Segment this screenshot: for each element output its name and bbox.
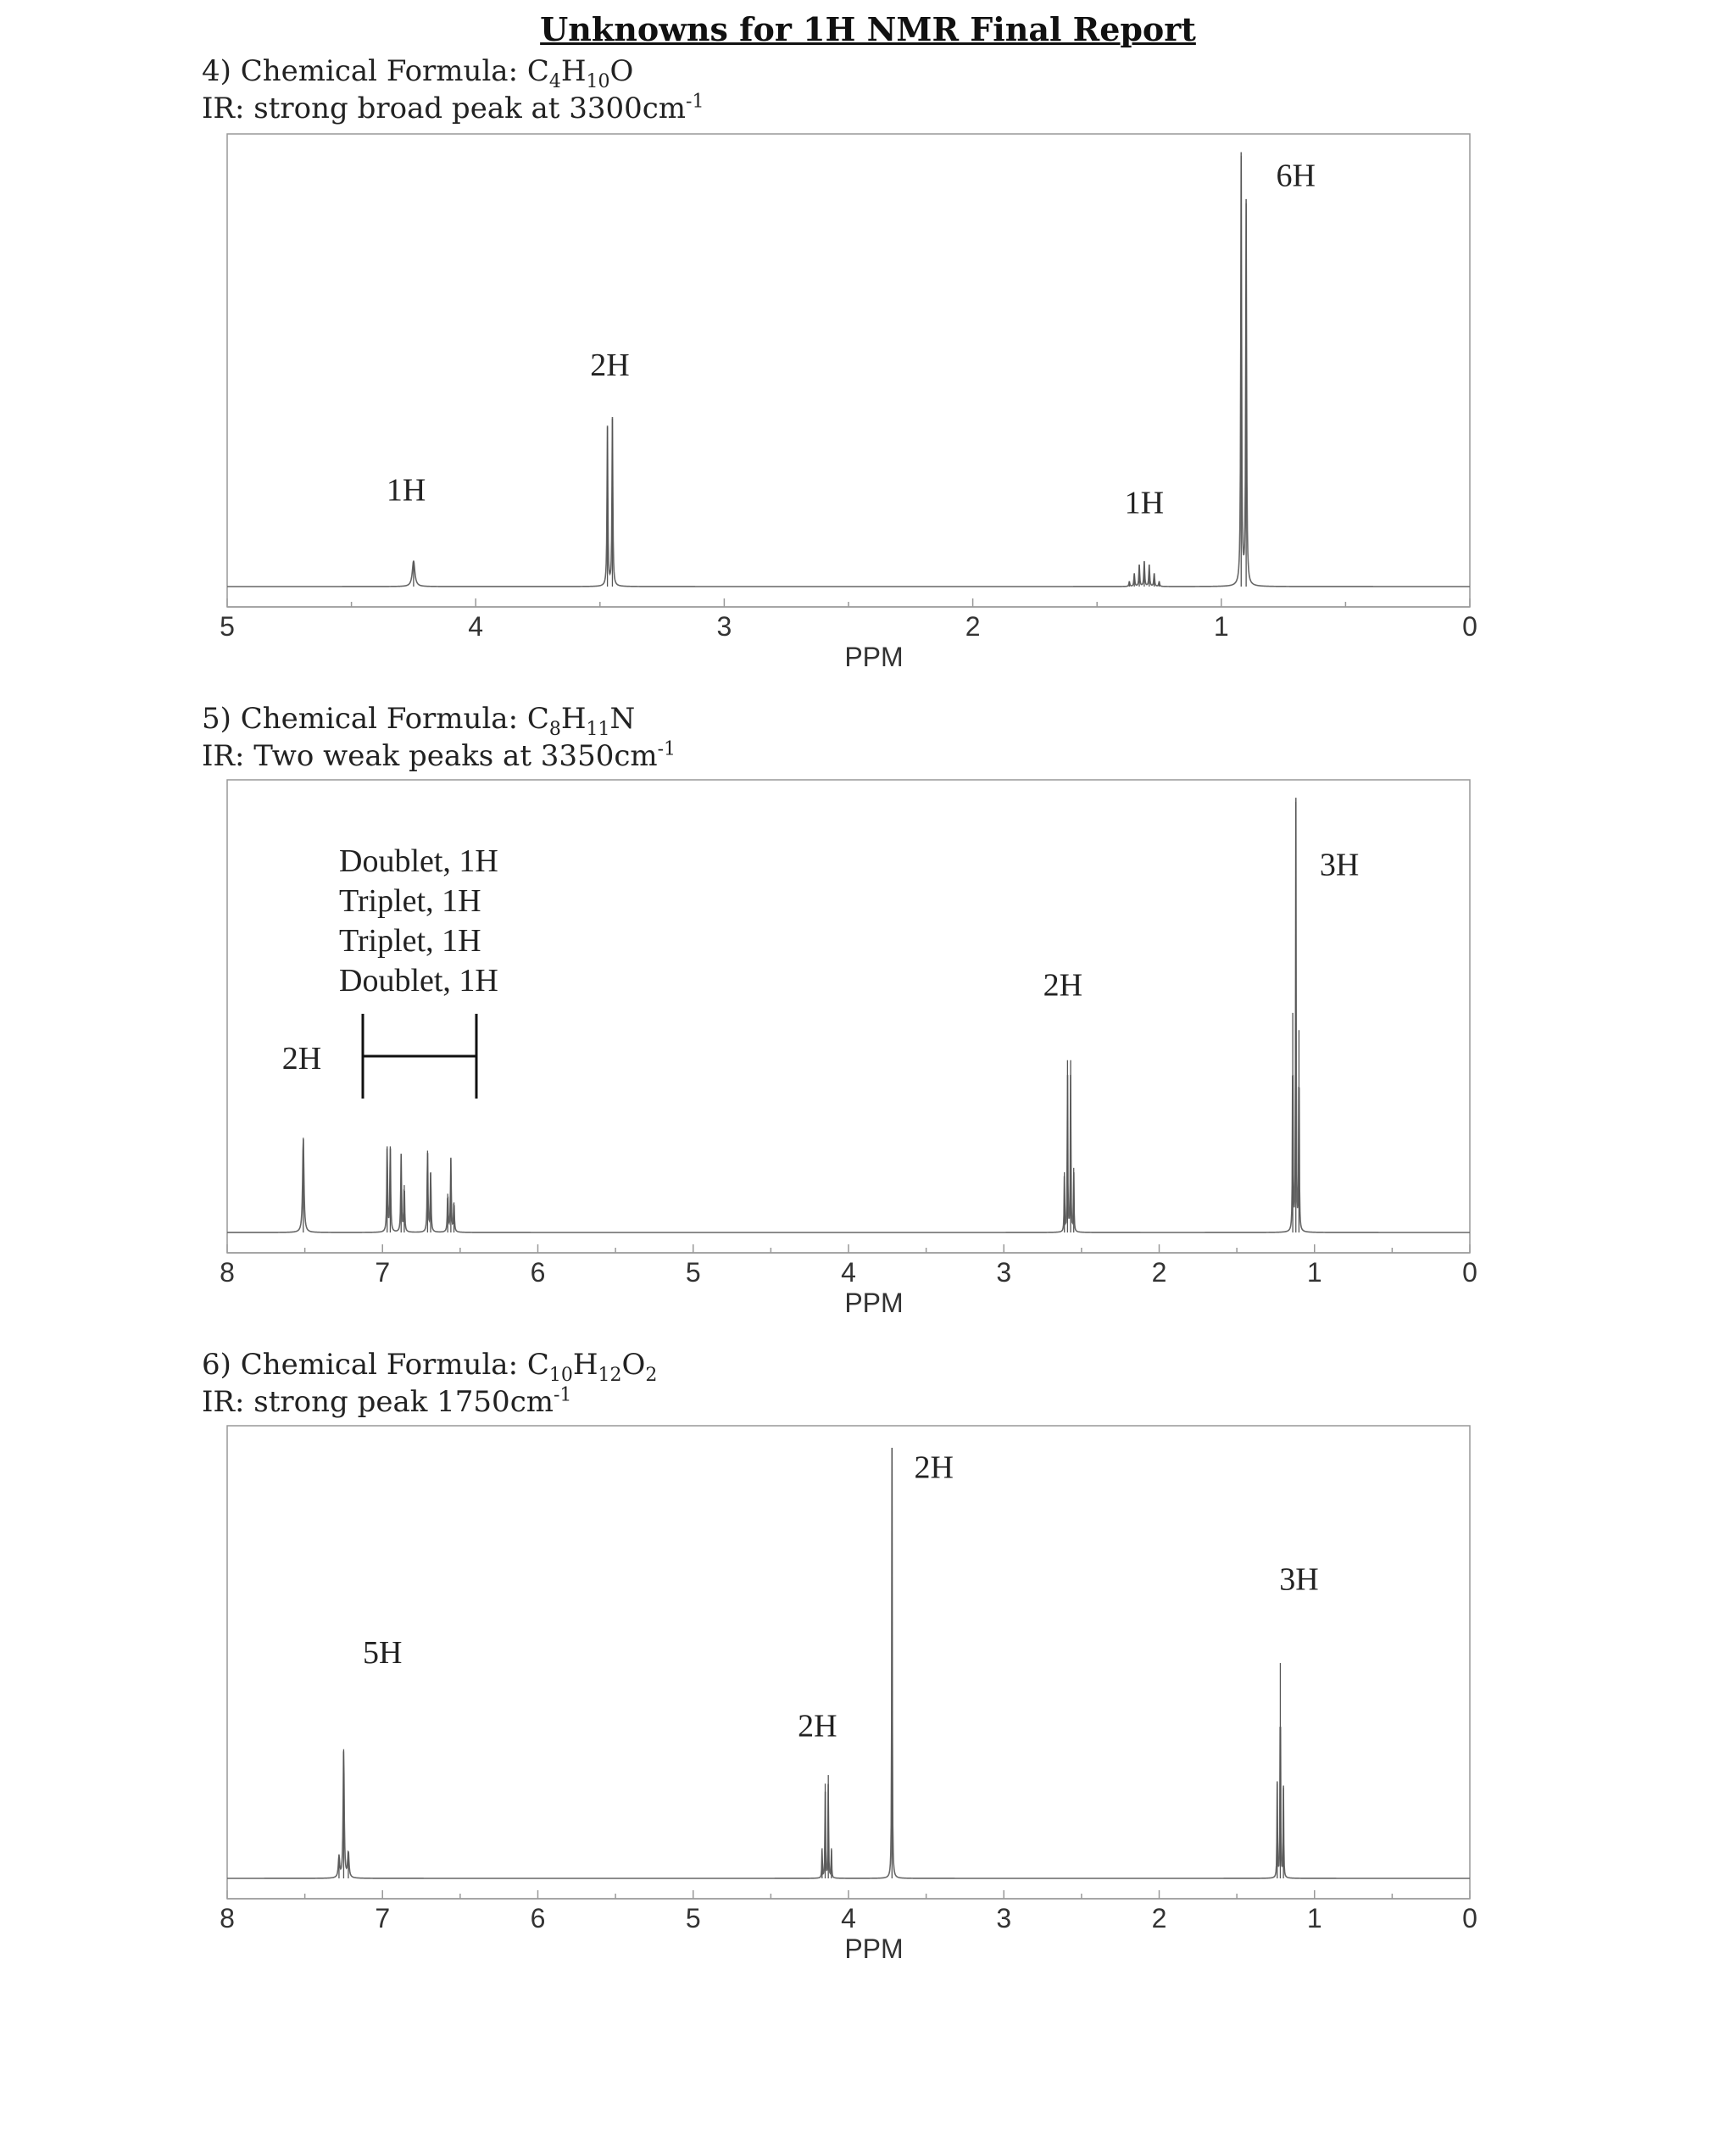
x-tick-label: 1 <box>1306 1903 1322 1933</box>
formula-element: C <box>526 54 549 88</box>
x-tick-label: 4 <box>841 1257 856 1288</box>
formula-subscript: 4 <box>548 70 561 92</box>
formula-label: 6) Chemical Formula: <box>202 1348 527 1382</box>
x-tick-label: 7 <box>375 1257 391 1288</box>
ir-unit-exponent: -1 <box>686 91 704 113</box>
x-tick-label: 0 <box>1462 1257 1477 1288</box>
spectrum-5-chart <box>0 773 1736 1324</box>
formula-label: 4) Chemical Formula: <box>202 54 527 88</box>
x-tick-label: 0 <box>1462 1903 1477 1933</box>
spectrum-6-svg <box>0 1419 1736 1970</box>
formula-element: O <box>621 1348 646 1382</box>
x-tick-label: 1 <box>1213 611 1229 642</box>
integration-label: 2H <box>1043 967 1083 1004</box>
x-tick-label: 5 <box>685 1903 701 1933</box>
x-tick-label: 2 <box>1151 1903 1167 1933</box>
integration-label: 2H <box>590 348 630 384</box>
formula-subscript: 8 <box>548 718 561 740</box>
x-tick-label: 3 <box>996 1903 1012 1933</box>
x-tick-label: 3 <box>996 1257 1012 1288</box>
spectrum-4-info <box>202 53 704 127</box>
x-tick-label: 3 <box>716 611 732 642</box>
x-tick-label: 2 <box>965 611 981 642</box>
ir-text: IR: Two weak peaks at 3350cm <box>202 739 658 773</box>
spectrum-trace <box>227 153 1470 587</box>
integration-label: 1H <box>386 472 426 509</box>
x-tick-label: 6 <box>530 1903 546 1933</box>
x-tick-label: 7 <box>375 1903 391 1933</box>
integration-label: 3H <box>1319 847 1360 883</box>
x-tick-label: 2 <box>1151 1257 1167 1288</box>
multiplet-line: Doublet, 1H <box>339 843 498 879</box>
formula-element: C <box>526 702 549 736</box>
chemical-formula <box>526 702 636 740</box>
multiplet-line: Triplet, 1H <box>339 883 481 919</box>
formula-element: O <box>609 54 634 88</box>
page-title: Unknowns for 1H NMR Final Report <box>540 10 1196 48</box>
chemical-formula <box>526 54 634 92</box>
chemical-formula <box>526 1348 658 1386</box>
formula-subscript: 12 <box>598 1364 622 1386</box>
x-tick-label: 5 <box>220 611 235 642</box>
integration-label: 2H <box>281 1040 322 1077</box>
spectrum-5-svg <box>0 773 1736 1324</box>
spectrum-6-info <box>202 1346 657 1421</box>
x-tick-label: 0 <box>1462 611 1477 642</box>
formula-subscript: 2 <box>645 1364 658 1386</box>
formula-element: H <box>572 1348 598 1382</box>
multiplet-line: Doublet, 1H <box>339 963 498 999</box>
x-tick-label: 4 <box>841 1903 856 1933</box>
spectrum-4-svg <box>0 127 1736 678</box>
ir-unit-exponent: -1 <box>553 1384 572 1406</box>
ir-text: IR: strong broad peak at 3300cm <box>202 92 687 125</box>
x-tick-label: 5 <box>685 1257 701 1288</box>
x-axis-title: PPM <box>844 642 904 672</box>
integration-label: 1H <box>1124 485 1165 521</box>
x-tick-label: 6 <box>530 1257 546 1288</box>
integration-label: 3H <box>1279 1561 1319 1598</box>
x-tick-label: 1 <box>1306 1257 1322 1288</box>
formula-subscript: 10 <box>548 1364 573 1386</box>
integration-label: 2H <box>914 1449 954 1486</box>
integration-label: 5H <box>363 1635 403 1671</box>
formula-element: N <box>609 702 636 736</box>
x-tick-label: 4 <box>468 611 484 642</box>
formula-element: H <box>560 54 587 88</box>
x-tick-label: 8 <box>220 1903 235 1933</box>
spectrum-6-chart <box>0 1419 1736 1970</box>
formula-element: C <box>526 1348 549 1382</box>
integration-label: 6H <box>1276 158 1316 194</box>
ir-unit-exponent: -1 <box>657 738 676 760</box>
spectrum-5-info <box>202 700 676 775</box>
x-tick-label: 8 <box>220 1257 235 1288</box>
x-axis-title: PPM <box>844 1288 904 1318</box>
plot-frame <box>227 134 1470 607</box>
ir-text: IR: strong peak 1750cm <box>202 1385 554 1419</box>
formula-element: H <box>560 702 587 736</box>
formula-subscript: 11 <box>586 718 610 740</box>
integration-label: 2H <box>798 1708 837 1744</box>
multiplet-line: Triplet, 1H <box>339 923 481 959</box>
x-axis-title: PPM <box>844 1933 904 1964</box>
formula-subscript: 10 <box>586 70 610 92</box>
multiplet-note <box>339 843 498 1099</box>
spectrum-4-chart <box>0 127 1736 678</box>
formula-label: 5) Chemical Formula: <box>202 702 527 736</box>
